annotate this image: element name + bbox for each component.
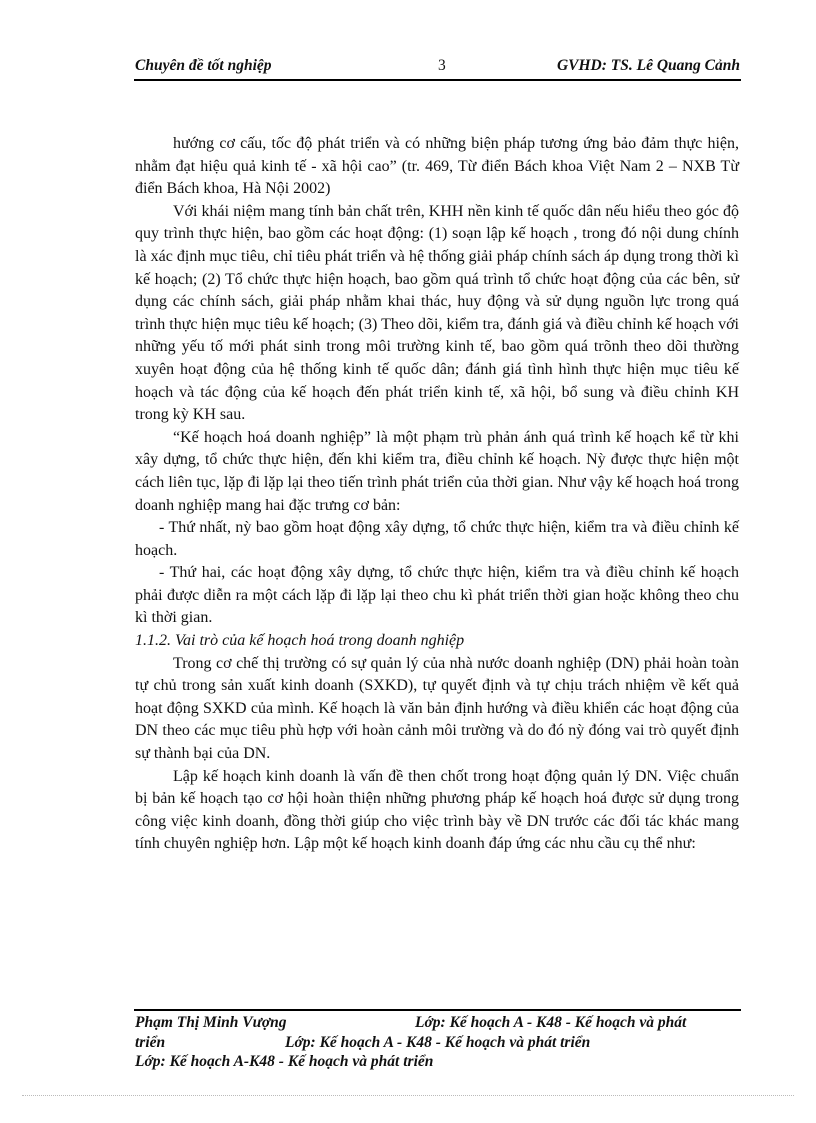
footer-author: Phạm Thị Minh Vượng (135, 1014, 287, 1031)
bullet-1: - Thứ nhất, nỳ bao gồm hoạt động xây dựng, tổ chức thực hiện, kiểm tra và điều chỉnh kế hoạch. (135, 519, 739, 559)
page-edge-divider (22, 1095, 794, 1096)
document-body (135, 133, 739, 856)
paragraph-2: Với khái niệm mang tính bản chất trên, KHH nền kinh tế quốc dân nếu hiểu theo góc độ quy trình thực hiện, bao gồm các hoạt động: (1) soạn lập kế hoạch , trong đó nội dung chính là xác định mục tiêu, chỉ tiêu phát triển và hệ thống giải pháp chính sách áp dụng trong thời kì kế hoạch; (2) Tổ chức thực hiện hoạch, bao gồm quá trình tổ chức hoạt động của các bên, sử dụng các chính sách, giải pháp nhằm khai thác, huy động và sử dụng nguồn lực trong quá trình thực hiện mục tiêu kế hoạch; (3) Theo dõi, kiểm tra, đánh giá và điều chỉnh kế hoạch với những yếu tố mới phát sinh trong môi trường kinh tế, bao gồm quá trõnh theo dõi thường xuyên hoạt động của hệ thống kinh tế quốc dân; đánh giá tình hình thực hiện mục tiêu kế hoạch và tác động của kế hoạch đến phát triển kinh tế, xã hội, bổ sung và điều chỉnh KH trong kỳ KH sau. (135, 202, 739, 424)
footer-class-1: Lớp: Kế hoạch A - K48 - Kế hoạch và phát (415, 1014, 687, 1031)
page-footer (135, 1013, 745, 1072)
footer-class-3: Lớp: Kế hoạch A-K48 - Kế hoạch và phát triển (135, 1053, 434, 1070)
footer-class-2: Lớp: Kế hoạch A - K48 - Kế hoạch và phát triển (285, 1033, 591, 1051)
paragraph-5: Lập kế hoạch kinh doanh là vấn đề then chốt trong hoạt động quản lý DN. Việc chuẩn bị bản kế hoạch tạo cơ hội hoàn thiện những phương pháp kế hoạch hoá được sử dụng trong công việc kinh doanh, đồng thời giúp cho việc trình bày về DN trước các đối tác khác mang tính chuyên nghiệp hơn. Lập một kế hoạch kinh doanh đáp ứng các nhu cầu cụ thể như: (135, 767, 739, 853)
paragraph-4: Trong cơ chế thị trường có sự quản lý của nhà nước doanh nghiệp (DN) phải hoàn toàn tự chủ trong sản xuất kinh doanh (SXKD), tự quyết định và tự chịu trách nhiệm về kết quả hoạt động SXKD của mình. Kế hoạch là văn bản định hướng và điều khiển các hoạt động của DN theo các mục tiêu phù hợp với hoàn cảnh môi trường và do đó nỳ đóng vai trò quyết định sự thành bại của DN. (135, 654, 739, 763)
footer-rule (134, 1009, 741, 1011)
footer-class-1-cont: triển (135, 1033, 166, 1051)
page-number: 3 (438, 57, 446, 74)
header-rule (134, 79, 741, 81)
header-title: Chuyên đề tốt nghiệp (135, 57, 272, 74)
section-heading: 1.1.2. Vai trò của kế hoạch hoá trong doanh nghiệp (135, 632, 465, 650)
header-advisor: GVHD: TS. Lê Quang Cảnh (556, 57, 740, 74)
paragraph-1: hướng cơ cấu, tốc độ phát triển và có những biện pháp tương ứng bảo đảm thực hiện, nhằm đạt hiệu quả kinh tế - xã hội cao” (tr. 469, Từ điển Bách khoa Việt Nam 2 – NXB Từ điển Bách khoa, Hà Nội 2002) (135, 135, 739, 198)
page-header (135, 57, 740, 77)
bullet-2: - Thứ hai, các hoạt động xây dựng, tổ chức thực hiện, kiểm tra và điều chỉnh kế hoạch phải được diễn ra một cách lặp đi lặp lại theo chu kì phát triển thời gian hoặc không theo chu kì thời gian. (135, 564, 739, 627)
paragraph-3: “Kế hoạch hoá doanh nghiệp” là một phạm trù phản ánh quá trình kế hoạch kể từ khi xây dựng, tổ chức thực hiện, đến khi kiểm tra, điều chỉnh kế hoạch. Nỳ được thực hiện một cách liên tục, lặp đi lặp lại theo tiến trình phát triển của thời gian. Như vậy kế hoạch hoá trong doanh nghiệp mang hai đặc trưng cơ bản: (135, 428, 739, 514)
